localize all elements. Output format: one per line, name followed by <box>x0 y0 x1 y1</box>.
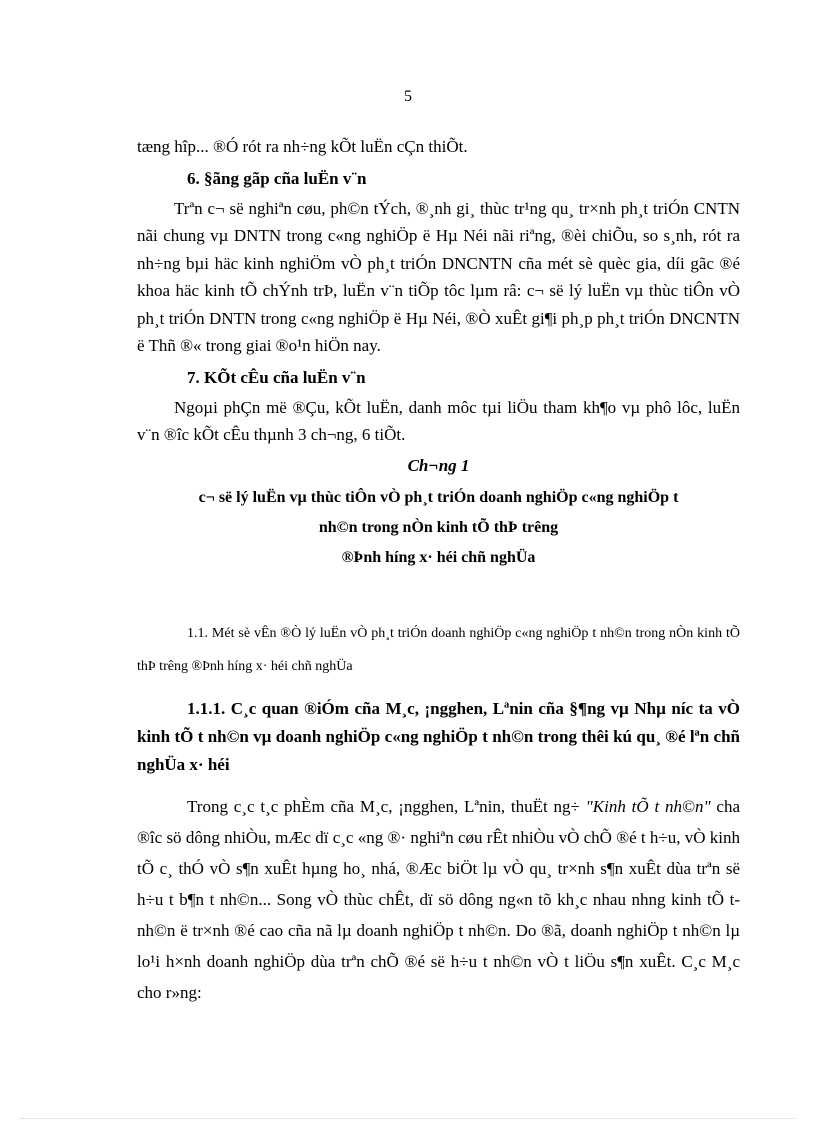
subsection-1-1-1-heading: 1.1.1. C¸c quan ®iÓm cña M¸c, ¡ngghen, Lªnin cña §¶ng vµ Nhµ níc ta vÒ kinh tÕ t nh©n vµ doanh nghiÖp c«ng nghiÖp t nh©n trong thêi kú qu¸ ®é lªn chñ nghÜa x· héi <box>137 698 740 774</box>
chapter-title-line-3: ®Þnh híng x· héi chñ nghÜa <box>341 548 536 566</box>
section-7-paragraph: Ngoµi phÇn më ®Çu, kÕt luËn, danh môc tµi liÖu tham kh¶o vµ phô lôc, luËn v¨n ®îc kÕt cÊu thµnh 3 ch¬ng, 6 tiÕt. <box>137 397 740 444</box>
chapter-label: Ch¬ng 1 <box>407 455 470 475</box>
page-number: 5 <box>404 88 412 105</box>
subsection-1-1-1-paragraph <box>137 791 740 1008</box>
paragraph-rest-text: cha ®îc sö dông nhiÒu, mÆc dï c¸c «ng ®· nghiªn cøu rÊt nhiÒu vÒ chÕ ®é t h÷u, vÒ kinh tÕ c¸ thÓ vÒ s¶n xuÊt hµng ho¸ nhá, ®Æc biÖt lµ vÒ qu¸ tr×nh s¶n xuÊt dùa trªn së h÷u t b¶n t nh©n... Song vÒ thùc chÊt, dï sö dông ng«n tõ kh¸c nhau nhng kinh tÕ t nh©n ë tr×nh ®é cao cña nã lµ doanh nghiÖp t nh©n. Do ®ã, doanh nghiÖp t nh©n lµ lo¹i h×nh doanh nghiÖp dùa trªn chÕ ®é së h÷u t nh©n vÒ t liÖu s¶n xuÊt. C¸c M¸c cho r»ng: <box>137 796 740 1002</box>
paragraph-lead-text: Trong c¸c t¸c phÈm cña M¸c, ¡ngghen, Lªnin, thuËt ng÷ <box>187 796 586 816</box>
section-6-heading: 6. §ãng gãp cña luËn v¨n <box>187 168 367 188</box>
quoted-term: "Kinh tÕ t nh©n" <box>585 796 711 816</box>
section-7-heading: 7. KÕt cÊu cña luËn v¨n <box>187 367 366 387</box>
chapter-title <box>137 483 740 573</box>
section-6-paragraph: Trªn c¬ së nghiªn cøu, ph©n tÝch, ®¸nh gi¸ thùc tr¹ng qu¸ tr×nh ph¸t triÓn CNTN nãi chung vµ DNTN trong c«ng nghiÖp ë Hµ Néi nãi riªng, ®èi chiÕu, so s¸nh, rót ra nh÷ng bµi häc kinh nghiÖm vÒ ph¸t triÓn DNCNTN cña mét sè quèc gia, díi gãc ®é khoa häc kinh tÕ chÝnh trÞ, luËn v¨n tiÕp tôc lµm râ: c¬ së lý luËn vµ thùc tiÔn vÒ ph¸t triÓn DNTN trong c«ng nghiÖp ë Hµ Néi, ®Ò xuÊt gi¶i ph¸p ph¸t triÓn DNCNTN ë Thñ ®« trong giai ®o¹n hiÖn nay. <box>137 198 740 355</box>
page-body <box>137 133 740 1008</box>
chapter-title-line-1: c¬ së lý luËn vµ thùc tiÔn vÒ ph¸t triÓn doanh nghiÖp c«ng nghiÖp t <box>198 488 679 506</box>
chapter-title-line-2: nh©n trong nÒn kinh tÕ thÞ trêng <box>318 518 559 536</box>
subsection-1-1-heading: 1.1. Mét sè vÊn ®Ò lý luËn vÒ ph¸t triÓn doanh nghiÖp c«ng nghiÖp t nh©n trong nÒn kinh tÕ thÞ trêng ®Þnh híng x· héi chñ nghÜa <box>137 625 740 674</box>
page-bottom-divider <box>20 1118 796 1119</box>
intro-tail-paragraph: tæng hîp... ®Ó rót ra nh÷ng kÕt luËn cÇn thiÕt. <box>137 137 468 156</box>
